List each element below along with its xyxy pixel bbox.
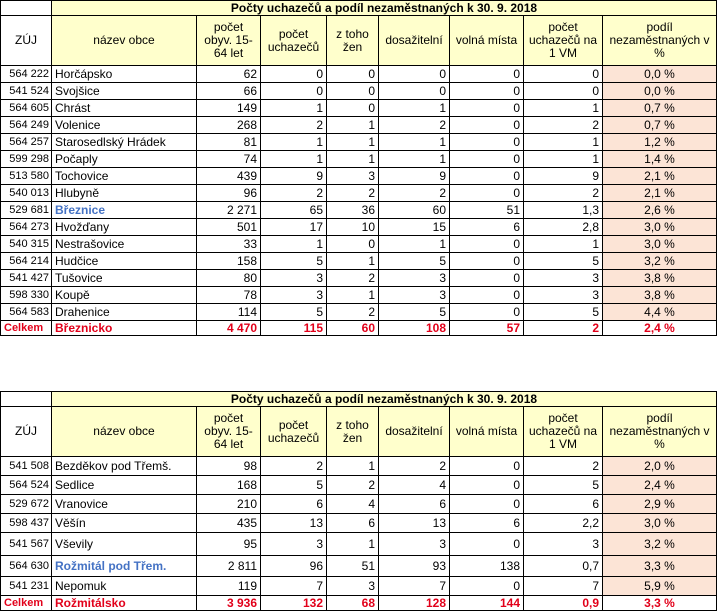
- cell-per-vacancy: 0: [524, 66, 603, 83]
- table-row: [1, 236, 717, 253]
- table-row: [1, 457, 717, 476]
- cell-available: 93: [379, 556, 450, 577]
- cell-name: Tušovice: [52, 270, 197, 287]
- cell-zuj: 541 524: [1, 83, 52, 100]
- cell-available: 7: [379, 577, 450, 596]
- cell-population: 501: [197, 219, 261, 236]
- cell-zuj: 541 231: [1, 577, 52, 596]
- cell-women: 1: [327, 117, 379, 134]
- cell-name: Tochovice: [52, 168, 197, 185]
- table-row: [1, 270, 717, 287]
- cell-applicants: 1: [261, 236, 327, 253]
- cell-vacancies: 0: [450, 253, 524, 270]
- cell-zuj: 529 681: [1, 202, 52, 219]
- cell-available: 2: [379, 185, 450, 202]
- total-label: Celkem: [1, 321, 52, 336]
- table-row: [1, 100, 717, 117]
- cell-applicants: 17: [261, 219, 327, 236]
- cell-women: 10: [327, 219, 379, 236]
- total-available: 128: [379, 596, 450, 611]
- cell-zuj: 564 273: [1, 219, 52, 236]
- cell-zuj: 599 298: [1, 151, 52, 168]
- cell-women: 1: [327, 457, 379, 476]
- table-rozmitalsko: [0, 391, 717, 611]
- col-header-zuj: ZÚJ: [1, 407, 52, 457]
- cell-zuj: 598 330: [1, 287, 52, 304]
- cell-share: 2,0 %: [603, 457, 717, 476]
- total-women: 68: [327, 596, 379, 611]
- col-header-applicants: počet uchazečů: [261, 407, 327, 457]
- table-row: [1, 476, 717, 495]
- cell-per-vacancy: 0: [524, 83, 603, 100]
- col-header-name: název obce: [52, 407, 197, 457]
- cell-available: 6: [379, 495, 450, 514]
- col-header-name: název obce: [52, 16, 197, 66]
- cell-applicants: 5: [261, 304, 327, 321]
- cell-zuj: 540 013: [1, 185, 52, 202]
- cell-population: 114: [197, 304, 261, 321]
- cell-vacancies: 0: [450, 457, 524, 476]
- cell-name: Hlubyně: [52, 185, 197, 202]
- cell-name: Koupě: [52, 287, 197, 304]
- cell-share: 2,9 %: [603, 495, 717, 514]
- total-share: 2,4 %: [603, 321, 717, 336]
- cell-applicants: 0: [261, 66, 327, 83]
- cell-share: 2,4 %: [603, 476, 717, 495]
- cell-applicants: 6: [261, 495, 327, 514]
- cell-population: 149: [197, 100, 261, 117]
- col-header-available: dosažitelní: [379, 16, 450, 66]
- cell-per-vacancy: 9: [524, 168, 603, 185]
- cell-available: 1: [379, 100, 450, 117]
- cell-available: 3: [379, 287, 450, 304]
- table-row: [1, 556, 717, 577]
- cell-per-vacancy: 6: [524, 495, 603, 514]
- cell-women: 2: [327, 476, 379, 495]
- total-share: 3,3 %: [603, 596, 717, 611]
- cell-per-vacancy: 3: [524, 287, 603, 304]
- cell-share: 1,2 %: [603, 134, 717, 151]
- cell-available: 2: [379, 117, 450, 134]
- cell-per-vacancy: 7: [524, 577, 603, 596]
- cell-available: 3: [379, 270, 450, 287]
- cell-population: 439: [197, 168, 261, 185]
- cell-applicants: 2: [261, 117, 327, 134]
- cell-share: 2,1 %: [603, 168, 717, 185]
- cell-vacancies: 0: [450, 151, 524, 168]
- table-row: [1, 577, 717, 596]
- cell-vacancies: 6: [450, 219, 524, 236]
- cell-population: 62: [197, 66, 261, 83]
- cell-women: 36: [327, 202, 379, 219]
- cell-name: Starosedlský Hrádek: [52, 134, 197, 151]
- cell-per-vacancy: 5: [524, 304, 603, 321]
- cell-vacancies: 0: [450, 304, 524, 321]
- cell-women: 2: [327, 270, 379, 287]
- cell-vacancies: 0: [450, 66, 524, 83]
- cell-vacancies: 0: [450, 270, 524, 287]
- cell-vacancies: 6: [450, 514, 524, 533]
- cell-vacancies: 0: [450, 577, 524, 596]
- table-row: [1, 117, 717, 134]
- cell-applicants: 3: [261, 287, 327, 304]
- cell-share: 3,0 %: [603, 236, 717, 253]
- table-row: [1, 151, 717, 168]
- cell-women: 1: [327, 253, 379, 270]
- cell-applicants: 1: [261, 134, 327, 151]
- cell-women: 0: [327, 100, 379, 117]
- cell-vacancies: 0: [450, 533, 524, 556]
- cell-applicants: 5: [261, 253, 327, 270]
- cell-available: 1: [379, 236, 450, 253]
- col-header-per-vacancy: počet uchazečů na 1 VM: [524, 407, 603, 457]
- cell-population: 78: [197, 287, 261, 304]
- table-title: Počty uchazečů a podíl nezaměstnaných k 30. 9. 2018: [52, 1, 717, 16]
- cell-name: Svojšice: [52, 83, 197, 100]
- cell-share: 0,0 %: [603, 83, 717, 100]
- cell-zuj: 598 437: [1, 514, 52, 533]
- cell-share: 0,7 %: [603, 100, 717, 117]
- table-row: [1, 304, 717, 321]
- cell-available: 13: [379, 514, 450, 533]
- cell-zuj: 541 508: [1, 457, 52, 476]
- col-header-per-vacancy: počet uchazečů na 1 VM: [524, 16, 603, 66]
- cell-vacancies: 0: [450, 236, 524, 253]
- cell-population: 33: [197, 236, 261, 253]
- col-header-share: podíl nezaměstnaných v %: [603, 16, 717, 66]
- cell-women: 0: [327, 66, 379, 83]
- cell-zuj: 564 605: [1, 100, 52, 117]
- cell-per-vacancy: 2: [524, 117, 603, 134]
- col-header-population: počet obyv. 15-64 let: [197, 407, 261, 457]
- cell-available: 15: [379, 219, 450, 236]
- cell-population: 96: [197, 185, 261, 202]
- total-row: [1, 321, 717, 336]
- cell-women: 51: [327, 556, 379, 577]
- cell-women: 2: [327, 185, 379, 202]
- cell-population: 2 271: [197, 202, 261, 219]
- cell-share: 1,4 %: [603, 151, 717, 168]
- cell-per-vacancy: 1: [524, 236, 603, 253]
- col-header-vacancies: volná místa: [450, 16, 524, 66]
- cell-vacancies: 0: [450, 100, 524, 117]
- total-vacancies: 57: [450, 321, 524, 336]
- cell-share: 0,7 %: [603, 117, 717, 134]
- cell-applicants: 65: [261, 202, 327, 219]
- total-per-vacancy: 0,9: [524, 596, 603, 611]
- total-vacancies: 144: [450, 596, 524, 611]
- cell-women: 0: [327, 236, 379, 253]
- cell-applicants: 13: [261, 514, 327, 533]
- cell-vacancies: 138: [450, 556, 524, 577]
- cell-available: 60: [379, 202, 450, 219]
- cell-share: 3,2 %: [603, 533, 717, 556]
- cell-per-vacancy: 1: [524, 100, 603, 117]
- cell-zuj: 564 222: [1, 66, 52, 83]
- cell-zuj: 540 315: [1, 236, 52, 253]
- cell-zuj: 541 567: [1, 533, 52, 556]
- cell-population: 158: [197, 253, 261, 270]
- total-available: 108: [379, 321, 450, 336]
- cell-share: 3,0 %: [603, 219, 717, 236]
- cell-vacancies: 0: [450, 168, 524, 185]
- cell-per-vacancy: 2: [524, 185, 603, 202]
- cell-share: 3,8 %: [603, 270, 717, 287]
- cell-name: Věšín: [52, 514, 197, 533]
- total-population: 3 936: [197, 596, 261, 611]
- cell-name: Nestrašovice: [52, 236, 197, 253]
- cell-applicants: 2: [261, 457, 327, 476]
- cell-available: 5: [379, 304, 450, 321]
- total-name: Březnicko: [52, 321, 197, 336]
- cell-name: Březnice: [52, 202, 197, 219]
- cell-population: 210: [197, 495, 261, 514]
- table-row: [1, 83, 717, 100]
- cell-share: 5,9 %: [603, 577, 717, 596]
- total-applicants: 115: [261, 321, 327, 336]
- cell-per-vacancy: 2,2: [524, 514, 603, 533]
- cell-per-vacancy: 1: [524, 151, 603, 168]
- table-row: [1, 253, 717, 270]
- table-row: [1, 287, 717, 304]
- cell-vacancies: 0: [450, 185, 524, 202]
- total-name: Rožmitálsko: [52, 596, 197, 611]
- cell-zuj: 541 427: [1, 270, 52, 287]
- total-label: Celkem: [1, 596, 52, 611]
- table-row: [1, 202, 717, 219]
- cell-name: Hvožďany: [52, 219, 197, 236]
- cell-share: 4,4 %: [603, 304, 717, 321]
- col-header-applicants: počet uchazečů: [261, 16, 327, 66]
- cell-women: 4: [327, 495, 379, 514]
- cell-zuj: 564 583: [1, 304, 52, 321]
- cell-available: 3: [379, 533, 450, 556]
- cell-population: 98: [197, 457, 261, 476]
- cell-vacancies: 0: [450, 287, 524, 304]
- cell-women: 6: [327, 514, 379, 533]
- table-row: [1, 514, 717, 533]
- table-row: [1, 168, 717, 185]
- cell-name: Vranovice: [52, 495, 197, 514]
- cell-zuj: 564 630: [1, 556, 52, 577]
- cell-applicants: 1: [261, 151, 327, 168]
- table-row: [1, 219, 717, 236]
- cell-women: 1: [327, 151, 379, 168]
- cell-per-vacancy: 3: [524, 270, 603, 287]
- cell-name: Rožmitál pod Třem.: [52, 556, 197, 577]
- cell-women: 2: [327, 304, 379, 321]
- cell-name: Bezděkov pod Třemš.: [52, 457, 197, 476]
- cell-women: 3: [327, 577, 379, 596]
- cell-women: 1: [327, 533, 379, 556]
- col-header-available: dosažitelní: [379, 407, 450, 457]
- cell-available: 1: [379, 134, 450, 151]
- col-header-vacancies: volná místa: [450, 407, 524, 457]
- table-row: [1, 533, 717, 556]
- cell-women: 1: [327, 134, 379, 151]
- cell-vacancies: 51: [450, 202, 524, 219]
- cell-share: 0,0 %: [603, 66, 717, 83]
- cell-per-vacancy: 0,7: [524, 556, 603, 577]
- table-title: Počty uchazečů a podíl nezaměstnaných k 30. 9. 2018: [52, 392, 717, 407]
- cell-available: 5: [379, 253, 450, 270]
- cell-vacancies: 0: [450, 83, 524, 100]
- cell-vacancies: 0: [450, 134, 524, 151]
- cell-vacancies: 0: [450, 495, 524, 514]
- cell-population: 95: [197, 533, 261, 556]
- cell-zuj: 564 524: [1, 476, 52, 495]
- cell-applicants: 2: [261, 185, 327, 202]
- cell-share: 3,2 %: [603, 253, 717, 270]
- cell-per-vacancy: 2: [524, 457, 603, 476]
- cell-share: 3,3 %: [603, 556, 717, 577]
- cell-women: 0: [327, 83, 379, 100]
- cell-applicants: 1: [261, 100, 327, 117]
- cell-share: 2,6 %: [603, 202, 717, 219]
- cell-population: 66: [197, 83, 261, 100]
- cell-vacancies: 0: [450, 117, 524, 134]
- cell-women: 3: [327, 168, 379, 185]
- cell-available: 0: [379, 66, 450, 83]
- total-row: [1, 596, 717, 611]
- col-header-zuj: ZÚJ: [1, 16, 52, 66]
- total-population: 4 470: [197, 321, 261, 336]
- cell-per-vacancy: 3: [524, 533, 603, 556]
- cell-name: Drahenice: [52, 304, 197, 321]
- cell-applicants: 96: [261, 556, 327, 577]
- cell-available: 0: [379, 83, 450, 100]
- col-header-women: z toho žen: [327, 407, 379, 457]
- total-women: 60: [327, 321, 379, 336]
- cell-applicants: 9: [261, 168, 327, 185]
- cell-name: Volenice: [52, 117, 197, 134]
- cell-per-vacancy: 2,8: [524, 219, 603, 236]
- cell-share: 2,1 %: [603, 185, 717, 202]
- cell-zuj: 564 214: [1, 253, 52, 270]
- cell-applicants: 5: [261, 476, 327, 495]
- cell-name: Sedlice: [52, 476, 197, 495]
- table-row: [1, 495, 717, 514]
- cell-available: 2: [379, 457, 450, 476]
- cell-population: 2 811: [197, 556, 261, 577]
- cell-per-vacancy: 5: [524, 476, 603, 495]
- cell-zuj: 564 249: [1, 117, 52, 134]
- cell-share: 3,8 %: [603, 287, 717, 304]
- cell-applicants: 3: [261, 533, 327, 556]
- col-header-population: počet obyv. 15-64 let: [197, 16, 261, 66]
- cell-vacancies: 0: [450, 476, 524, 495]
- cell-zuj: 513 580: [1, 168, 52, 185]
- cell-share: 3,0 %: [603, 514, 717, 533]
- cell-population: 168: [197, 476, 261, 495]
- col-header-women: z toho žen: [327, 16, 379, 66]
- cell-name: Hudčice: [52, 253, 197, 270]
- cell-population: 74: [197, 151, 261, 168]
- cell-name: Nepomuk: [52, 577, 197, 596]
- table-row: [1, 134, 717, 151]
- cell-population: 80: [197, 270, 261, 287]
- total-applicants: 132: [261, 596, 327, 611]
- cell-applicants: 7: [261, 577, 327, 596]
- cell-zuj: 529 672: [1, 495, 52, 514]
- cell-population: 81: [197, 134, 261, 151]
- table-row: [1, 66, 717, 83]
- cell-available: 4: [379, 476, 450, 495]
- cell-women: 1: [327, 287, 379, 304]
- cell-per-vacancy: 1: [524, 134, 603, 151]
- cell-population: 268: [197, 117, 261, 134]
- cell-name: Horčápsko: [52, 66, 197, 83]
- total-per-vacancy: 2: [524, 321, 603, 336]
- cell-population: 119: [197, 577, 261, 596]
- cell-population: 435: [197, 514, 261, 533]
- cell-applicants: 3: [261, 270, 327, 287]
- cell-per-vacancy: 5: [524, 253, 603, 270]
- table-row: [1, 185, 717, 202]
- cell-available: 1: [379, 151, 450, 168]
- cell-available: 9: [379, 168, 450, 185]
- cell-name: Chrást: [52, 100, 197, 117]
- cell-zuj: 564 257: [1, 134, 52, 151]
- cell-per-vacancy: 1,3: [524, 202, 603, 219]
- cell-name: Vševily: [52, 533, 197, 556]
- col-header-share: podíl nezaměstnaných v %: [603, 407, 717, 457]
- cell-name: Počaply: [52, 151, 197, 168]
- cell-applicants: 0: [261, 83, 327, 100]
